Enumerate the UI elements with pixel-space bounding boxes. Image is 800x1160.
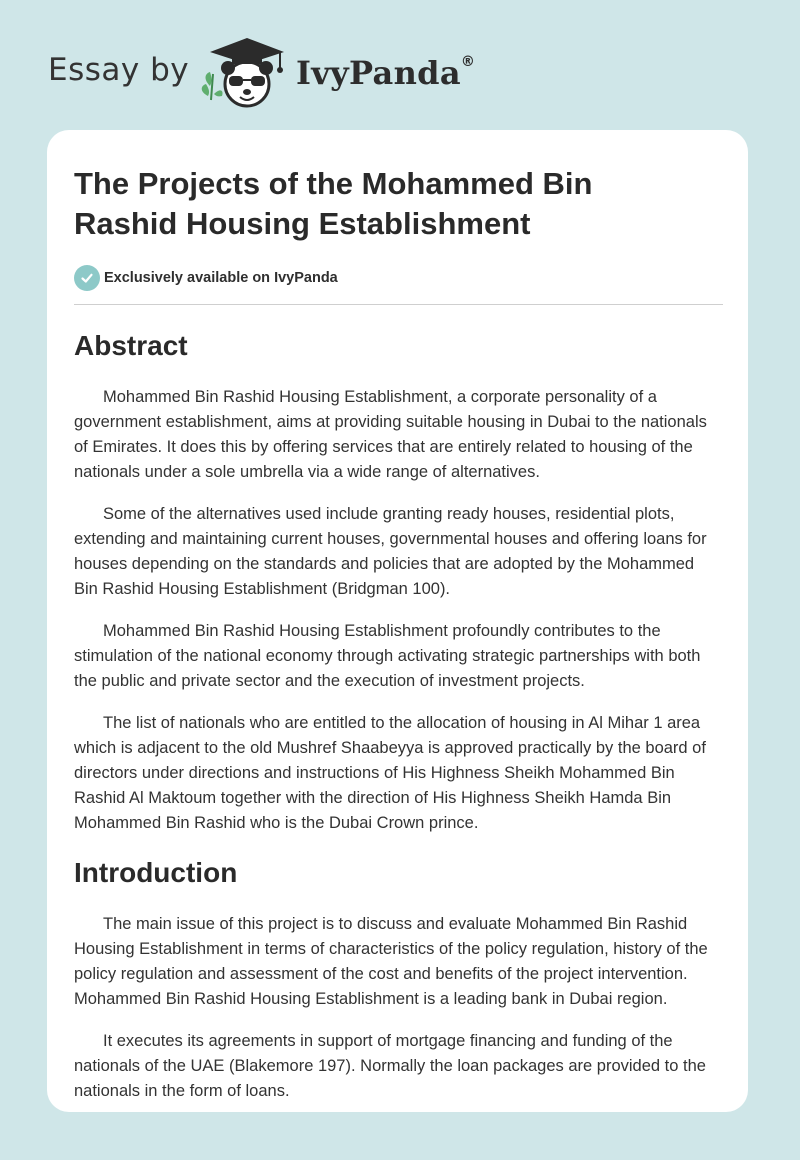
brand-name[interactable] — [296, 54, 475, 92]
exclusive-badge — [74, 264, 722, 292]
page-title: The Projects of the Mohammed Bin Rashid Housing Establishment — [74, 166, 593, 241]
essay-by-label: Essay by — [48, 52, 190, 88]
brand-text: IvyPanda — [296, 54, 461, 92]
panda-graduate-icon[interactable] — [196, 34, 292, 110]
paragraph: The list of nationals who are entitled to the allocation of housing in Al Mihar 1 area which is adjacent to the old Mushref Shaabeyya is approved practically by the board of directors under directions and instructions of His Highness Sheikh Mohammed Bin Rashid Al Maktoum together with the direction of His Highness Sheikh Hamda Bin Mohammed Bin Rashid who is the Dubai Crown prince. — [74, 714, 706, 832]
paragraph: It executes its agreements in support of mortgage financing and funding of the nationals of the UAE (Blakemore 197). Normally the loan packages are provided to the nationals in the form of loans. — [74, 1032, 706, 1100]
section-heading-introduction: Introduction — [74, 857, 238, 888]
paragraph: The main issue of this project is to discuss and evaluate Mohammed Bin Rashid Housing Establishment in terms of characteristics of the policy regulation, history of the policy regulation and assessment of the cost and benefits of the project intervention. Mohammed Bin Rashid Housing Establishment is a leading bank in Dubai region. — [74, 915, 708, 1008]
registered-mark: ® — [460, 54, 476, 71]
exclusive-badge-text: Exclusively available on IvyPanda — [104, 270, 338, 286]
paragraph: Mohammed Bin Rashid Housing Establishment profoundly contributes to the stimulation of the national economy through activating strategic partnerships with both the public and private sector and the execution of investment projects. — [74, 622, 701, 690]
checkmark-icon — [74, 265, 100, 291]
site-header — [0, 0, 800, 130]
paragraph: Some of the alternatives used include granting ready houses, residential plots, extending and maintaining current houses, governmental houses and offering loans for houses depending on the standards and policies that are adopted by the Mohammed Bin Rashid Housing Establishment (Bridgman 100). — [74, 505, 707, 598]
essay-card — [47, 130, 748, 1112]
divider — [74, 304, 723, 305]
paragraph: Mohammed Bin Rashid Housing Establishment, a corporate personality of a government establishment, aims at providing suitable housing in Dubai to the nationals of Emirates. It does this by offering services that are entirely related to housing of the nationals under a sole umbrella via a wide range of alternatives. — [74, 388, 707, 481]
section-heading-abstract: Abstract — [74, 330, 188, 361]
